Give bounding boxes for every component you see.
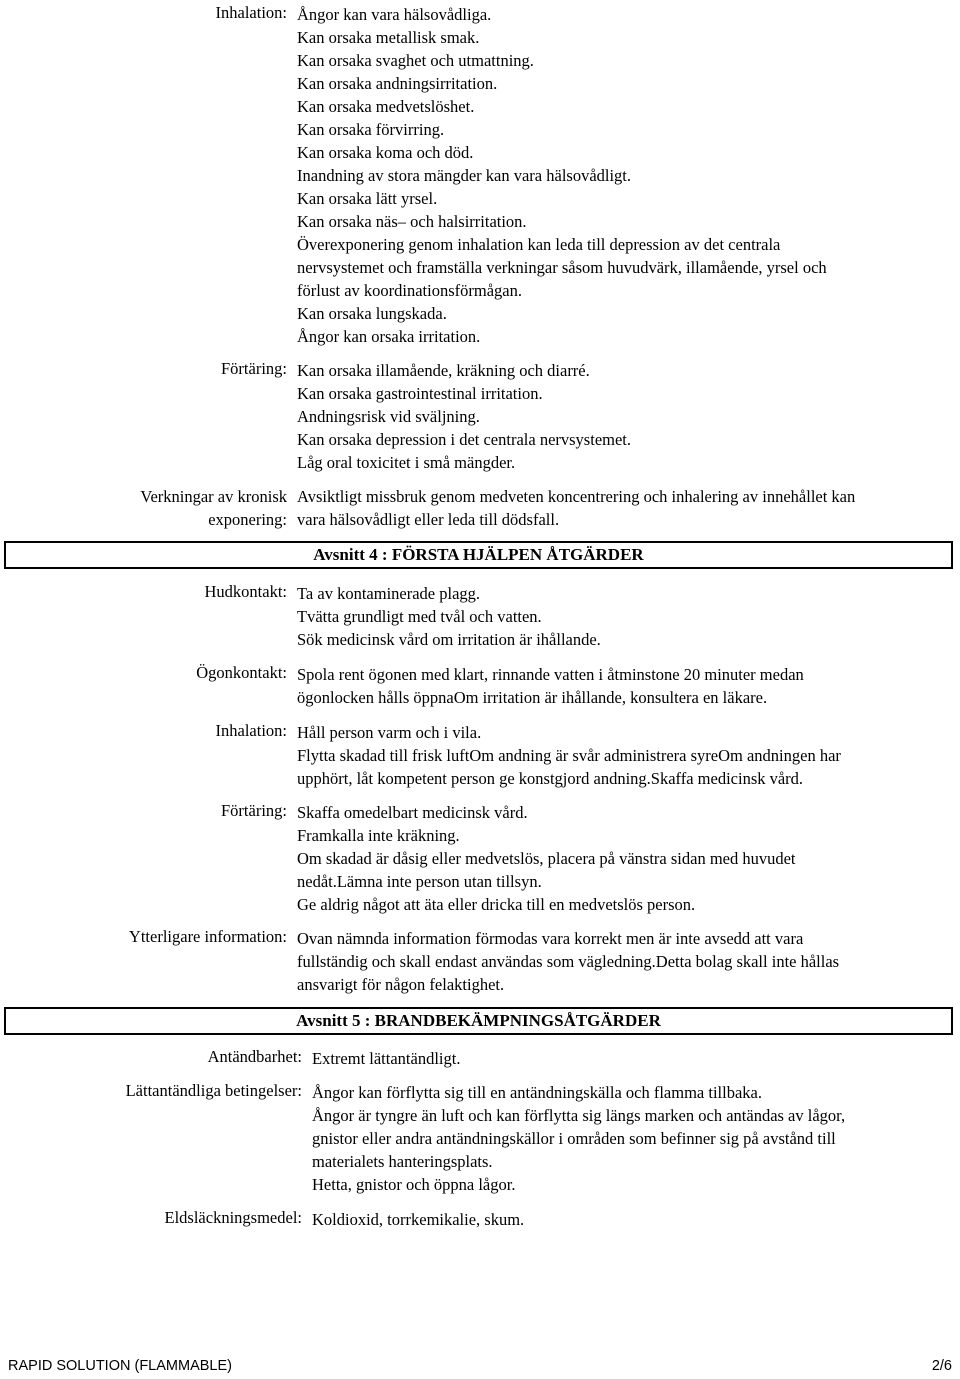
text-line: Ta av kontaminerade plagg. — [297, 584, 481, 603]
ingestion-effects-row — [0, 359, 960, 474]
text-line: Kan orsaka förvirring. — [297, 120, 445, 139]
text-line: Kan orsaka koma och död. — [297, 143, 474, 162]
label-line: exponering: — [208, 510, 287, 529]
chronic-exposure-label — [0, 485, 297, 531]
text-line: Kan orsaka metallisk smak. — [297, 28, 480, 47]
text-line: Ge aldrig något att äta eller dricka till en medvetslös person. — [297, 895, 696, 914]
text-line: Flytta skadad till frisk luftOm andning är svår administrera syreOm andningen har — [297, 746, 841, 765]
text-line: Kan orsaka medvetslöshet. — [297, 97, 475, 116]
text-line: Kan orsaka depression i det centrala nervsystemet. — [297, 430, 632, 449]
text-line: Extremt lättantändligt. — [312, 1049, 461, 1068]
text-line: Kan orsaka näs– och halsirritation. — [297, 212, 527, 231]
text-line: Överexponering genom inhalation kan leda till depression av det centrala — [297, 235, 781, 254]
text-line: Kan orsaka svaghet och utmattning. — [297, 51, 534, 70]
text-line: nervsystemet och framställa verkningar såsom huvudvärk, illamående, yrsel och — [297, 258, 827, 277]
inhalation-effects-row — [0, 3, 960, 348]
eye-contact-row — [0, 663, 960, 709]
chronic-exposure-text — [297, 485, 960, 531]
text-line: ögonlocken hålls öppnaOm irritation är ihållande, konsultera en läkare. — [297, 688, 768, 707]
text-line: gnistor eller andra antändningskällor i områden som befinner sig på avstånd till — [312, 1129, 836, 1148]
skin-contact-row — [0, 582, 960, 651]
footer-product-name: RAPID SOLUTION (FLAMMABLE) — [8, 1358, 232, 1374]
text-line: Kan orsaka andningsirritation. — [297, 74, 498, 93]
text-line: förlust av koordinationsförmågan. — [297, 281, 522, 300]
footer-page-number: 2/6 — [931, 1358, 952, 1374]
text-line: Andningsrisk vid sväljning. — [297, 407, 480, 426]
flammable-conditions-text — [312, 1081, 960, 1196]
inhalation-effects-text — [297, 3, 960, 348]
text-line: Ångor kan orsaka irritation. — [297, 327, 481, 346]
text-line: Ångor kan förflytta sig till en antändningskälla och flamma tillbaka. — [312, 1083, 762, 1102]
text-line: Kan orsaka lungskada. — [297, 304, 447, 323]
skin-contact-label: Hudkontakt: — [204, 582, 287, 601]
text-line: Tvätta grundligt med tvål och vatten. — [297, 607, 542, 626]
ingestion-effects-text — [297, 359, 960, 474]
first-aid-inhalation-row — [0, 721, 960, 790]
first-aid-ingestion-label: Förtäring: — [221, 801, 287, 820]
flammability-text — [312, 1047, 960, 1070]
flammability-row — [0, 1047, 960, 1070]
text-line: upphört, låt kompetent person ge konstgjord andning.Skaffa medicinsk vård. — [297, 769, 804, 788]
label-line: Verkningar av kronisk — [140, 487, 287, 506]
text-line: Låg oral toxicitet i små mängder. — [297, 453, 516, 472]
skin-contact-text — [297, 582, 960, 651]
text-line: vara hälsovådligt eller leda till dödsfall. — [297, 510, 560, 529]
additional-info-row — [0, 927, 960, 996]
chronic-exposure-row — [0, 485, 960, 531]
ingestion-effects-label: Förtäring: — [221, 359, 287, 378]
inhalation-effects-label: Inhalation: — [215, 3, 287, 22]
text-line: Sök medicinsk vård om irritation är ihållande. — [297, 630, 601, 649]
flammable-conditions-label: Lättantändliga betingelser: — [125, 1081, 302, 1100]
first-aid-inhalation-text — [297, 721, 960, 790]
extinguishing-media-text — [312, 1208, 960, 1231]
additional-info-text — [297, 927, 960, 996]
text-line: Spola rent ögonen med klart, rinnande vatten i åtminstone 20 minuter medan — [297, 665, 804, 684]
text-line: Framkalla inte kräkning. — [297, 826, 460, 845]
eye-contact-text — [297, 663, 960, 709]
text-line: Koldioxid, torrkemikalie, skum. — [312, 1210, 525, 1229]
text-line: Inandning av stora mängder kan vara hälsovådligt. — [297, 166, 632, 185]
text-line: Håll person varm och i vila. — [297, 723, 482, 742]
flammable-conditions-row — [0, 1081, 960, 1196]
text-line: Skaffa omedelbart medicinsk vård. — [297, 803, 528, 822]
flammability-label: Antändbarhet: — [207, 1047, 302, 1066]
first-aid-ingestion-row — [0, 801, 960, 916]
text-line: nedåt.Lämna inte person utan tillsyn. — [297, 872, 542, 891]
text-line: Kan orsaka gastrointestinal irritation. — [297, 384, 543, 403]
extinguishing-media-row — [0, 1208, 960, 1231]
section-5-heading: Avsnitt 5 : BRANDBEKÄMPNINGSÅTGÄRDER — [4, 1007, 953, 1035]
text-line: fullständig och skall endast användas som vägledning.Detta bolag skall inte hållas — [297, 952, 840, 971]
text-line: Kan orsaka illamående, kräkning och diarré. — [297, 361, 590, 380]
text-line: Om skadad är dåsig eller medvetslös, placera på vänstra sidan med huvudet — [297, 849, 796, 868]
first-aid-inhalation-label: Inhalation: — [215, 721, 287, 740]
text-line: Ångor är tyngre än luft och kan förflytta sig längs marken och antändas av lågor, — [312, 1106, 846, 1125]
text-line: Kan orsaka lätt yrsel. — [297, 189, 438, 208]
text-line: Hetta, gnistor och öppna lågor. — [312, 1175, 516, 1194]
text-line: Ångor kan vara hälsovådliga. — [297, 5, 492, 24]
eye-contact-label: Ögonkontakt: — [196, 663, 287, 682]
section-4-heading: Avsnitt 4 : FÖRSTA HJÄLPEN ÅTGÄRDER — [4, 541, 953, 569]
extinguishing-media-label: Eldsläckningsmedel: — [164, 1208, 302, 1227]
text-line: Avsiktligt missbruk genom medveten koncentrering och inhalering av innehållet kan — [297, 487, 856, 506]
additional-info-label: Ytterligare information: — [128, 927, 287, 946]
text-line: materialets hanteringsplats. — [312, 1152, 493, 1171]
first-aid-ingestion-text — [297, 801, 960, 916]
text-line: ansvarigt för någon felaktighet. — [297, 975, 505, 994]
text-line: Ovan nämnda information förmodas vara korrekt men är inte avsedd att vara — [297, 929, 804, 948]
page-footer — [8, 1358, 952, 1378]
